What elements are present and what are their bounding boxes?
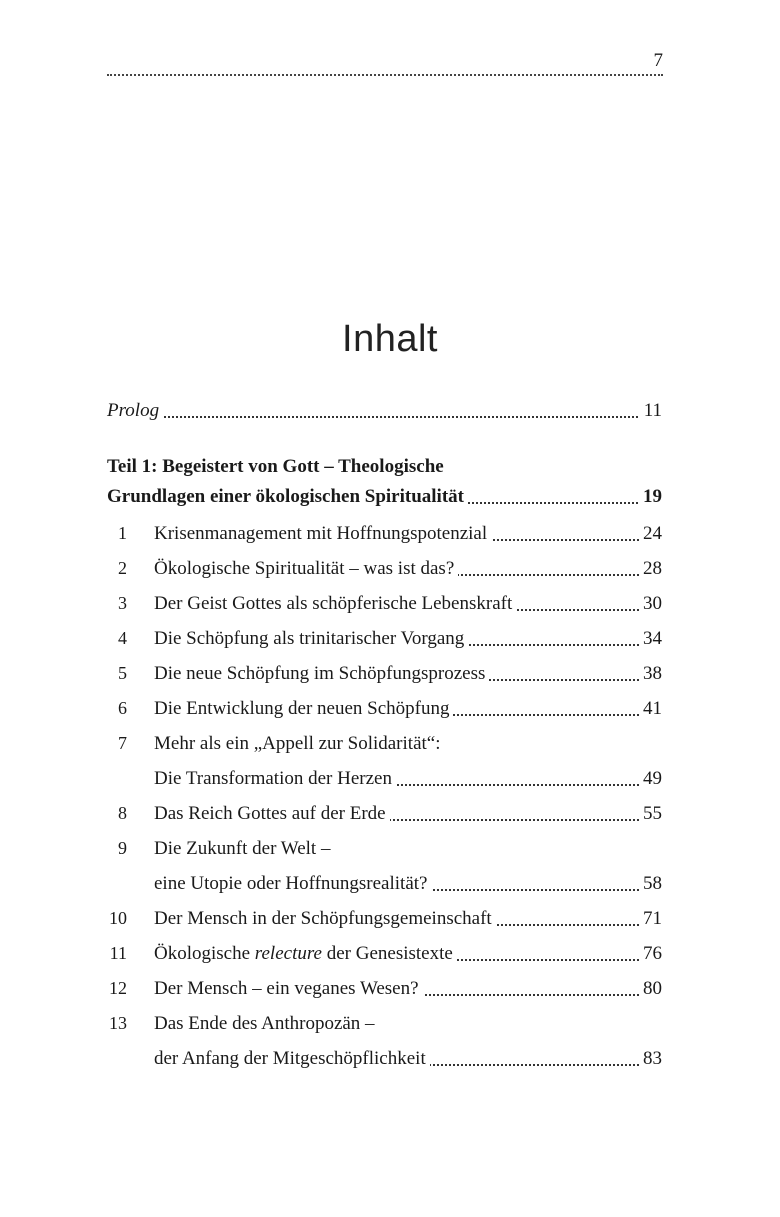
- chapter-number: 3: [118, 593, 127, 613]
- chapter-title: Die Schöpfung als trinitarischer Vorgang: [154, 621, 468, 656]
- chapter-title-line1: Mehr als ein „Appell zur Solidarität“:: [154, 733, 441, 754]
- chapter-page: 71: [639, 901, 662, 936]
- chapter-number: 13: [109, 1013, 127, 1033]
- chapter-page: 30: [639, 586, 662, 621]
- chapter-page: 83: [639, 1041, 662, 1076]
- chapter-title: Der Geist Gottes als schöpferische Lebenskraft: [154, 586, 516, 621]
- chapter-title: eine Utopie oder Hoffnungsrealität?: [154, 866, 431, 901]
- page-number: 7: [653, 50, 663, 71]
- toc-chapter-13[interactable]: [107, 1006, 662, 1076]
- chapter-title: Ökologische Spiritualität – was ist das?: [154, 551, 458, 586]
- toc-chapter-9[interactable]: [107, 831, 662, 901]
- chapter-list: [107, 516, 662, 1076]
- toc-chapter-10[interactable]: [107, 901, 662, 936]
- toc-chapter-3[interactable]: [107, 586, 662, 621]
- chapter-title: Das Reich Gottes auf der Erde: [154, 796, 390, 831]
- part-page: 19: [639, 482, 662, 512]
- chapter-title: Der Mensch in der Schöpfungsgemeinschaft: [154, 901, 496, 936]
- chapter-page: 38: [639, 656, 662, 691]
- chapter-title-part: der Genesistexte: [321, 943, 453, 964]
- chapter-page: 58: [639, 866, 662, 901]
- chapter-page: 76: [639, 936, 662, 971]
- toc-chapter-11[interactable]: [107, 936, 662, 971]
- chapter-title: der Anfang der Mitgeschöpflichkeit: [154, 1041, 430, 1076]
- chapter-page: 24: [639, 516, 662, 551]
- chapter-number: 12: [109, 978, 127, 998]
- prolog-page: 11: [640, 393, 662, 428]
- chapter-title: Die Transformation der Herzen: [154, 761, 396, 796]
- toc-chapter-8[interactable]: [107, 796, 662, 831]
- chapter-page: 41: [639, 691, 662, 726]
- part-title-line2: Grundlagen einer ökologischen Spiritualität: [107, 482, 468, 512]
- chapter-title: Die neue Schöpfung im Schöpfungsprozess: [154, 656, 489, 691]
- prolog-label: Prolog: [107, 393, 163, 428]
- toc-part-1[interactable]: [107, 452, 662, 512]
- chapter-page: 80: [639, 971, 662, 1006]
- toc-chapter-12[interactable]: [107, 971, 662, 1006]
- chapter-number: 6: [118, 698, 127, 718]
- toc-chapter-1[interactable]: [107, 516, 662, 551]
- chapter-number: 10: [109, 908, 127, 928]
- chapter-number: 9: [118, 838, 127, 858]
- chapter-title: Der Mensch – ein veganes Wesen?: [154, 971, 423, 1006]
- chapter-title-part: Ökologische: [154, 943, 255, 964]
- toc-chapter-4[interactable]: [107, 621, 662, 656]
- chapter-title: Krisenmanagement mit Hoffnungspotenzial: [154, 516, 491, 551]
- header-rule: [107, 74, 663, 76]
- chapter-title-line1: Die Zukunft der Welt –: [154, 838, 331, 859]
- chapter-number: 11: [109, 943, 127, 963]
- chapter-page: 49: [639, 761, 662, 796]
- chapter-title-emphasis: relecture: [254, 943, 322, 964]
- chapter-number: 5: [118, 663, 127, 683]
- chapter-number: 2: [118, 558, 127, 578]
- toc-chapter-2[interactable]: [107, 551, 662, 586]
- page-title: Inhalt: [342, 318, 438, 360]
- part-title-line1: Teil 1: Begeistert von Gott – Theologische: [107, 452, 448, 482]
- chapter-number: 8: [118, 803, 127, 823]
- chapter-page: 28: [639, 551, 662, 586]
- chapter-title: Die Entwicklung der neuen Schöpfung: [154, 691, 453, 726]
- toc-chapter-5[interactable]: [107, 656, 662, 691]
- chapter-number: 7: [118, 733, 127, 753]
- chapter-page: 55: [639, 796, 662, 831]
- chapter-number: 1: [118, 523, 127, 543]
- chapter-title-line1: Das Ende des Anthropozän –: [154, 1013, 375, 1034]
- chapter-page: 34: [639, 621, 662, 656]
- chapter-title: [154, 936, 457, 971]
- toc-chapter-7[interactable]: [107, 726, 662, 796]
- toc-prolog[interactable]: [107, 393, 662, 428]
- chapter-number: 4: [118, 628, 127, 648]
- toc-chapter-6[interactable]: [107, 691, 662, 726]
